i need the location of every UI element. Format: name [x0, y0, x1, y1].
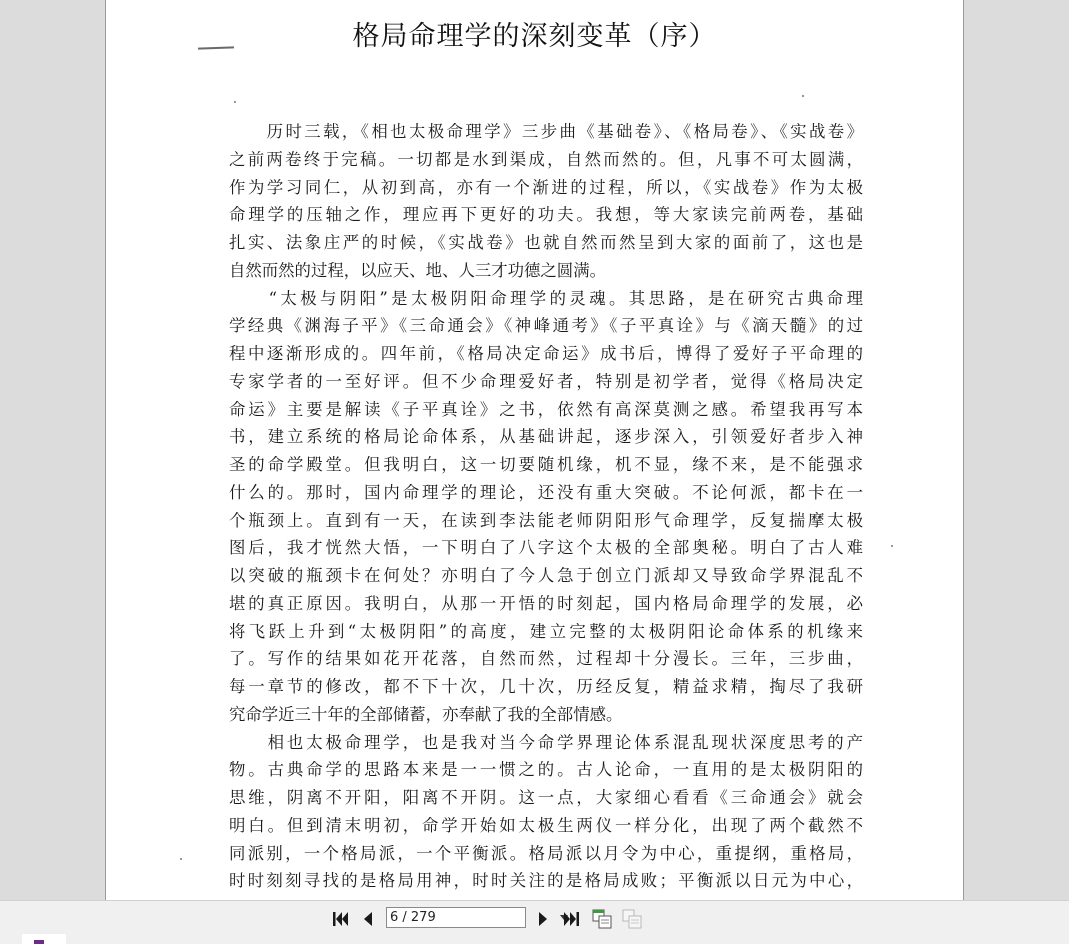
body-line: 将飞跃上升到“太极阴阳”的高度，建立完整的太极阴阳论命体系的机缘来 — [229, 621, 863, 641]
scan-speck — [802, 95, 804, 97]
body-line: 历时三载，《相也太极命理学》三步曲《基础卷》、《格局卷》、《实战卷》 — [229, 122, 863, 141]
document-page — [105, 0, 964, 900]
body-line: 之前两卷终于完稿。一切都是水到渠成，自然而然的。但，凡事不可太圆满， — [229, 149, 863, 169]
last-page-button[interactable] — [562, 908, 582, 930]
next-page-button[interactable] — [535, 908, 551, 930]
body-line: 扎实、法象庄严的时候，《实战卷》也就自然而然呈到大家的面前了，这也是 — [229, 233, 863, 252]
body-line: 物。古典命学的思路本来是一一惯之的。古人论命，一直用的是太极阴阳的 — [229, 760, 863, 780]
continuous-view-button[interactable] — [590, 908, 614, 930]
body-line: 堪的真正原因。我明白，从那一开悟的时刻起，国内格局命理学的发展，必 — [229, 593, 863, 613]
body-line: 以突破的瓶颈卡在何处？亦明白了今人急于创立门派却又导致命学界混乱不 — [229, 566, 863, 585]
body-line: 究命学近三十年的全部储蓄，亦奉献了我的全部情感。 — [229, 704, 623, 724]
body-line: 书，建立系统的格局论命体系，从基础讲起，逐步深入，引领爱好者步入神 — [229, 427, 863, 447]
prev-page-icon — [361, 910, 375, 928]
prev-page-button[interactable] — [360, 908, 376, 930]
next-page-icon — [536, 910, 550, 928]
body-line: 学经典《渊海子平》《三命通会》《神峰通考》《子平真诠》与《滴天髓》的过 — [229, 316, 863, 336]
body-line: 每一章节的修改，都不下十次，几十次，历经反复，精益求精，掏尽了我研 — [229, 677, 863, 696]
scan-speck — [234, 101, 236, 103]
body-line: 同派别，一个格局派，一个平衡派。格局派以月令为中心，重提纲，重格局， — [229, 843, 863, 863]
body-line: 思维，阴离不开阳，阳离不开阴。这一点，大家细心看看《三命通会》就会 — [229, 788, 863, 807]
body-line: 专家学者的一至好评。但不少命理爱好者，特别是初学者，觉得《格局决定 — [229, 371, 863, 391]
body-line: “太极与阴阳”是太极阴阳命理学的灵魂。其思路，是在研究古典命理 — [229, 288, 863, 308]
body-line: 时时刻刻寻找的是格局用神，时时关注的是格局成败；平衡派以日元为中心， — [229, 871, 863, 891]
body-line: 个瓶颈上。直到有一天，在读到李法能老师阴阳形气命理学，反复揣摩太极 — [229, 510, 863, 530]
body-line: 自然而然的过程，以应天、地、人三才功德之圆满。 — [229, 260, 606, 280]
body-line: 明白。但到清末明初，命学开始如太极生两仪一样分化，出现了两个截然不 — [229, 815, 863, 835]
body-line: 命理学的压轴之作，理应再下更好的功夫。我想，等大家读完前两卷，基础 — [229, 205, 863, 225]
body-line: 程中逐渐形成的。四年前，《格局决定命运》成书后，博得了爱好子平命理的 — [229, 344, 863, 363]
body-line: 作为学习同仁，从初到高，亦有一个渐进的过程，所以，《实战卷》作为太极 — [229, 177, 863, 197]
taskbar-thumbnail[interactable] — [22, 934, 66, 944]
document-body — [229, 118, 863, 895]
scan-speck — [180, 858, 182, 860]
body-line: 命运》主要是解读《子平真诠》之书，依然有高深莫测之感。希望我再写本 — [229, 399, 863, 419]
first-page-button[interactable] — [330, 908, 350, 930]
body-line: 相也太极命理学，也是我对当今命学界理论体系混乱现状深度思考的产 — [229, 732, 863, 752]
body-line: 什么的。那时，国内命理学的理论，还没有重大突破。不论何派，都卡在一 — [229, 482, 863, 502]
two-page-view-button[interactable] — [620, 908, 644, 930]
two-page-view-icon — [621, 909, 643, 929]
page-title: 格局命理学的深刻变革（序） — [352, 21, 717, 52]
first-page-icon — [331, 910, 349, 928]
last-page-icon — [563, 910, 581, 928]
continuous-view-icon — [591, 909, 613, 929]
body-line: 了。写作的结果如花开花落，自然而然，过程却十分漫长。三年，三步曲， — [229, 649, 863, 669]
app-icon — [34, 940, 44, 944]
body-line: 图后，我才恍然大悟，一下明白了八字这个太极的全部奥秘。明白了古人难 — [229, 538, 863, 558]
page-selector[interactable] — [386, 907, 526, 928]
viewer-toolbar — [0, 900, 1069, 944]
body-line: 圣的命学殿堂。但我明白，这一切要随机缘，机不显，缘不来，是不能强求 — [229, 455, 863, 474]
scan-speck — [891, 545, 893, 547]
